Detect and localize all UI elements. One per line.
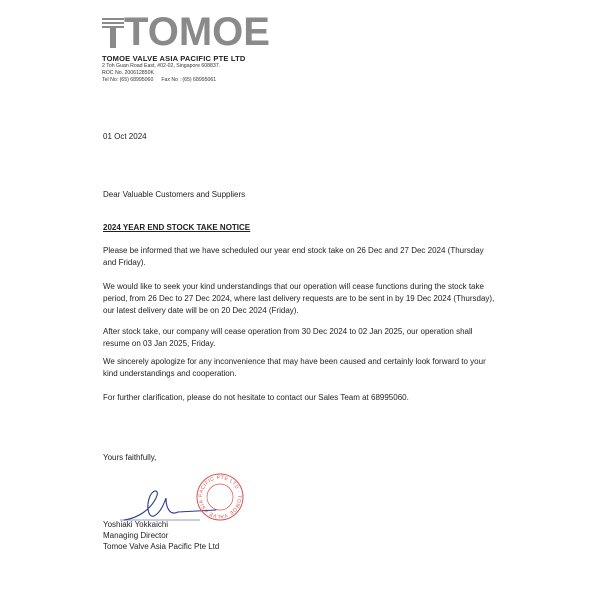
paragraph: Please be informed that we have scheduled our year end stock take on 26 Dec and 27 Dec 2024 (Thursday and Friday). — [103, 246, 484, 267]
signatory-title: Managing Director — [103, 531, 169, 540]
paragraph: After stock take, our company will cease operation from 30 Dec 2024 to 02 Jan 2025, our operation shall resume on 03 Jan 2025, Friday. — [103, 327, 473, 348]
company-logo — [102, 10, 270, 54]
company-fax: Fax No : (65) 68995061 — [161, 77, 217, 83]
company-address: 2 Toh Guan Road East, #02-02, Singapore 608837. — [102, 63, 221, 69]
closing: Yours faithfully, — [103, 453, 157, 462]
svg-text:PACIFIC PTE LTD · TOMOE VALVE — [198, 475, 242, 519]
paragraph: We sincerely apologize for any inconvenience that may have been caused and certainly look forward to your kind understandings and cooperation. — [103, 357, 486, 378]
company-name: TOMOE VALVE ASIA PACIFIC PTE LTD — [102, 54, 246, 63]
company-contact — [102, 77, 302, 84]
signatory-company: Tomoe Valve Asia Pacific Pte Ltd — [103, 542, 220, 551]
letterhead — [102, 12, 302, 84]
paragraph: For further clarification, please do not hesitate to contact our Sales Team at 68995060. — [103, 393, 409, 402]
signatory-name: Yoshiaki Yokkaichi — [103, 520, 169, 529]
letter-date: 01 Oct 2024 — [103, 132, 147, 141]
company-roc: ROC No. 200612850K — [102, 70, 154, 76]
salutation: Dear Valuable Customers and Suppliers — [103, 190, 246, 199]
company-tel: Tel No: (65) 68995060 — [102, 77, 154, 83]
notice-heading: 2024 YEAR END STOCK TAKE NOTICE — [103, 223, 251, 232]
stamp-text: PACIFIC PTE LTD · TOMOE VALVE ASIA — [197, 474, 243, 520]
paragraph: We would like to seek your kind understandings that our operation will cease functions during the stock take period, from 26 Dec to 27 Dec 2024, where last delivery requests are to be sent in by 19 Dec 2024 (Thursday), our latest delivery date will be on 20 Dec 2024 (Friday). — [103, 282, 495, 315]
company-stamp — [195, 472, 245, 522]
logo-wordmark: TOMOE — [124, 10, 270, 54]
